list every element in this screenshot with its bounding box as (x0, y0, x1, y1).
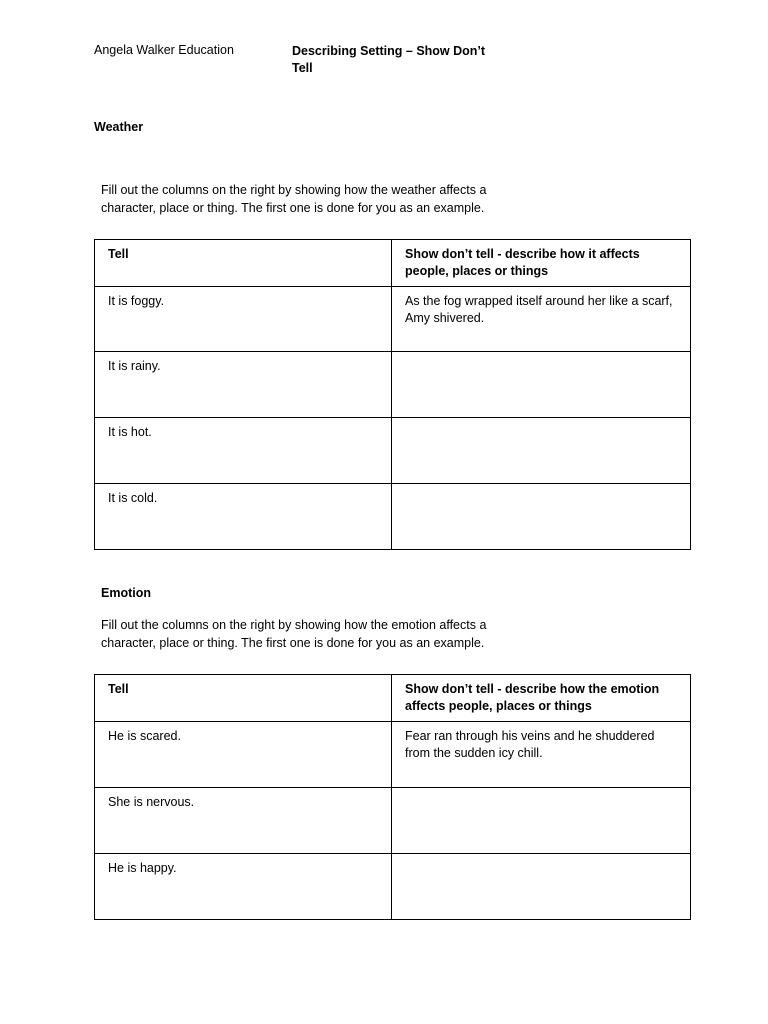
tell-cell: It is hot. (95, 418, 392, 484)
tell-cell: He is scared. (95, 722, 392, 788)
table-row (95, 788, 691, 854)
tell-cell: He is happy. (95, 854, 392, 920)
weather-heading: Weather (94, 120, 144, 134)
column-header-tell: Tell (95, 240, 392, 287)
document-title: Describing Setting – Show Don’t Tell (292, 44, 486, 75)
show-cell[interactable] (392, 484, 691, 550)
table-row (95, 418, 691, 484)
table-row (95, 287, 691, 352)
show-cell[interactable] (392, 854, 691, 920)
tell-cell: It is cold. (95, 484, 392, 550)
author-name: Angela Walker Education (94, 43, 234, 57)
show-cell[interactable] (392, 788, 691, 854)
emotion-table (94, 674, 691, 920)
column-header-tell: Tell (95, 675, 392, 722)
table-header-row (95, 240, 691, 287)
table-row (95, 854, 691, 920)
column-header-show: Show don’t tell - describe how the emotion affects people, places or things (392, 675, 691, 722)
emotion-instructions: Fill out the columns on the right by showing how the emotion affects a character, place or thing. The first one is done for you as an example. (101, 618, 487, 650)
weather-instructions: Fill out the columns on the right by showing how the weather affects a character, place or thing. The first one is done for you as an example. (101, 183, 487, 215)
show-cell[interactable] (392, 418, 691, 484)
column-header-show: Show don’t tell - describe how it affects people, places or things (392, 240, 691, 287)
show-cell[interactable]: As the fog wrapped itself around her like a scarf, Amy shivered. (392, 287, 691, 352)
tell-cell: She is nervous. (95, 788, 392, 854)
table-row (95, 352, 691, 418)
emotion-heading: Emotion (101, 586, 151, 600)
show-cell[interactable] (392, 352, 691, 418)
weather-table (94, 239, 691, 550)
table-header-row (95, 675, 691, 722)
table-row (95, 722, 691, 788)
show-cell[interactable]: Fear ran through his veins and he shuddered from the sudden icy chill. (392, 722, 691, 788)
tell-cell: It is foggy. (95, 287, 392, 352)
tell-cell: It is rainy. (95, 352, 392, 418)
table-row (95, 484, 691, 550)
